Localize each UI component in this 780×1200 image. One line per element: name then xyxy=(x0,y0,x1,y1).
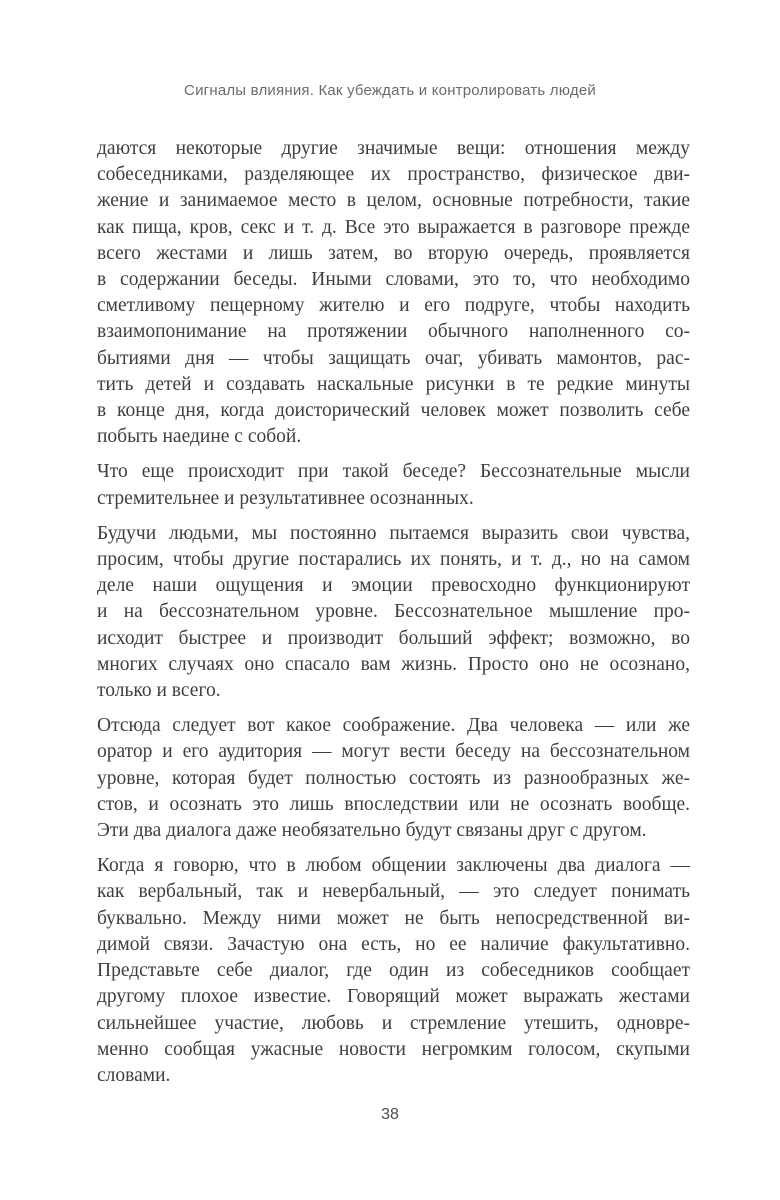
paragraph xyxy=(97,521,690,704)
text-line: в содержании беседы. Иными словами, это то, что необходимо xyxy=(97,269,690,291)
text-line: Будучи людьми, мы постоянно пытаемся выразить свои чувства, xyxy=(97,522,690,544)
text-line: Представьте себе диалог, где один из собеседников сообщает xyxy=(97,960,690,982)
text-line: многих случаях оно спасало вам жизнь. Просто оно не осознано, xyxy=(97,653,690,675)
text-line: просим, чтобы другие постарались их понять, и т. д., но на самом xyxy=(97,549,690,571)
text-line: всего жестами и лишь затем, во вторую очередь, проявляется xyxy=(97,242,690,264)
paragraph xyxy=(97,853,690,1089)
body-text xyxy=(97,136,690,1098)
text-line: димой связи. Зачастую она есть, но ее наличие факультативно. xyxy=(97,933,690,955)
text-line: стремительнее и результативнее осознанных. xyxy=(97,487,474,509)
text-line: буквально. Между ними может не быть непосредственной ви- xyxy=(97,907,690,929)
text-line: в конце дня, когда доисторический человек может позволить себе xyxy=(97,400,690,422)
text-line: тить детей и создавать наскальные рисунки в те редкие минуты xyxy=(97,373,690,395)
text-line: исходит быстрее и производит больший эффект; возможно, во xyxy=(97,627,690,649)
text-line: другому плохое известие. Говорящий может выражать жестами xyxy=(97,986,690,1008)
text-line: Отсюда следует вот какое соображение. Два человека — или же xyxy=(97,715,690,737)
text-line: уровне, которая будет полностью состоять из разнообразных же- xyxy=(97,767,690,789)
text-line: сметливому пещерному жителю и его подруге, чтобы находить xyxy=(97,295,690,317)
text-line: жение и занимаемое место в целом, основные потребности, такие xyxy=(97,190,690,212)
text-line: как пища, кров, секс и т. д. Все это выражается в разговоре прежде xyxy=(97,216,690,238)
text-line: как вербальный, так и невербальный, — это следует понимать xyxy=(97,881,690,903)
text-line: Что еще происходит при такой беседе? Бессознательные мысли xyxy=(97,461,690,483)
text-line: и на бессознательном уровне. Бессознательное мышление про- xyxy=(97,601,690,623)
text-line: Эти два диалога даже необязательно будут связаны друг с другом. xyxy=(97,820,647,842)
page-number: 38 xyxy=(381,1106,399,1123)
text-line: бытиями дня — чтобы защищать очаг, убивать мамонтов, рас- xyxy=(97,347,690,369)
text-line: Когда я говорю, что в любом общении заключены два диалога — xyxy=(97,855,690,877)
paragraph xyxy=(97,459,690,511)
text-line: взаимопонимание на протяжении обычного наполненного со- xyxy=(97,321,690,343)
text-line: побыть наедине с собой. xyxy=(97,426,302,448)
text-line: стов, и осознать это лишь впоследствии или не осознать вообще. xyxy=(97,793,690,815)
text-line: словами. xyxy=(97,1064,171,1086)
paragraph xyxy=(97,713,690,844)
text-line: только и всего. xyxy=(97,680,221,702)
running-header: Сигналы влияния. Как убеждать и контролировать людей xyxy=(184,82,596,99)
text-line: менно сообщая ужасные новости негромким голосом, скупыми xyxy=(97,1038,690,1060)
paragraph xyxy=(97,136,690,450)
text-line: даются некоторые другие значимые вещи: отношения между xyxy=(97,138,690,159)
text-line: сильнейшее участие, любовь и стремление утешить, одновре- xyxy=(97,1012,690,1034)
text-line: деле наши ощущения и эмоции превосходно функционируют xyxy=(97,575,690,597)
text-line: собеседниками, разделяющее их пространство, физическое дви- xyxy=(97,164,690,186)
text-line: оратор и его аудитория — могут вести беседу на бессознательном xyxy=(97,741,690,763)
